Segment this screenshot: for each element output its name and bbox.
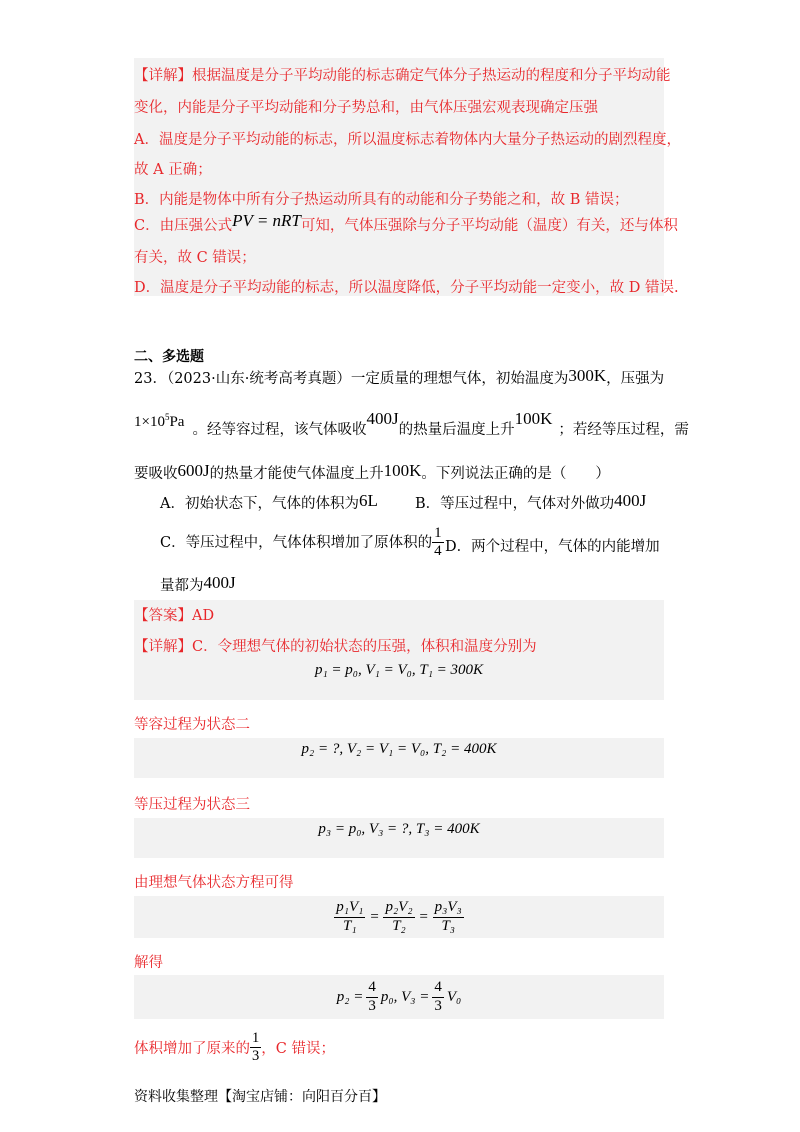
q23-option-c-text: C．等压过程中，气体体积增加了原体积的 [160,534,433,551]
conclusion-den: 3 [252,1047,260,1064]
eq5-num2: 4 [432,979,444,997]
explain1-c-post: 可知，气体压强除与分子平均动能（温度）有关，还与体积 [300,218,678,234]
q23-option-d-text: D．两个过程中，气体的内能增加 [445,539,660,555]
q23-option-d-value: 400J [203,573,236,592]
q23-stem3-pre: 要吸收 [134,466,178,482]
conclusion-pre: 体积增加了原来的 [134,1040,250,1057]
explain1-option-b: B．内能是物体中所有分子热运动所具有的动能和分子势能之和，故 B 错误； [134,192,629,208]
q23-option-b-value: 400J [614,491,647,510]
eq4-den2: T₂ [392,917,406,934]
q23-pressure-exponent: 5 [164,412,170,422]
eq5-right: V₀ [446,988,462,1005]
q23-stem2-post: ；若经等压过程，需 [558,422,689,438]
eq4-num2: p₂V₂ [383,899,414,917]
q23-stem3-mid: 的热量才能使气体温度上升 [209,466,384,482]
q23-heat-isobaric: 600J [177,461,210,480]
answer-text: 【答案】AD [134,608,215,624]
eq5-num1: 4 [366,979,378,997]
equation-state-eq: $\frac{\text{p₁V₁}}{\text{T₁}}$ = $\frac{\text{p₂V₂}}{\text{T₂}}$ = $\frac{\text{p₃V₃}}{\text{T₃}}$ [134,896,664,938]
q23-option-b[interactable] [415,492,646,513]
eq5-mid: p₀, V₃ = [380,988,430,1005]
q23-initial-temp: 300K [568,366,607,385]
q23-stem1-pre: 23．（2023·山东·统考高考真题）一定质量的理想气体，初始温度为 [134,371,569,387]
section-title: 二、多选题 [134,349,204,365]
q23-stem3-post: 。下列说法正确的是（ ） [421,466,610,482]
explain2-intro: 【详解】C．令理想气体的初始状态的压强，体积和温度分别为 [134,639,537,655]
explain1-option-a-line2: 故 A 正确； [134,162,212,178]
equation-state1: p₁ = p₀, V₁ = V₀, T₁ = 300K [314,662,484,678]
eq4-num3: p₃V₃ [433,899,464,917]
q23-option-d-line2 [160,574,236,595]
equation-state3: p₃ = p₀, V₃ = ?, T₃ = 400K [134,818,664,858]
explain1-line1: 【详解】根据温度是分子平均动能的标志确定气体分子热运动的程度和分子平均动能 [134,68,671,84]
eq5-den2: 3 [434,997,442,1014]
explain1-c-pre: C．由压强公式 [134,218,233,234]
q23-option-c-num: 1 [432,525,444,543]
pv-nrt-formula: PV = nRT [232,211,301,230]
q23-option-d[interactable] [445,535,660,556]
eq5-den1: 3 [368,997,376,1014]
state2-label: 等容过程为状态二 [134,717,250,733]
explain1-line2: 变化，内能是分子平均动能和分子势总和，由气体压强宏观表现确定压强 [134,100,598,116]
q23-temp-rise: 100K [514,409,553,428]
q23-pressure-unit: Pa [169,414,185,430]
eq4-num1: p₁V₁ [334,899,365,917]
conclusion-num: 1 [252,1030,260,1046]
q23-stem-line2 [134,409,689,439]
explain1-option-c-line1 [134,211,678,235]
equation-state2: p₂ = ?, V₂ = V₁ = V₀, T₂ = 400K [134,738,664,778]
q23-option-b-text: B．等压过程中，气体对外做功 [415,496,615,512]
conclusion [134,1030,335,1064]
eq4-den3: T₃ [441,917,455,934]
explain1-option-a-line1: A．温度是分子平均动能的标志，所以温度标志着物体内大量分子热运动的剧烈程度， [134,132,681,148]
q23-temp-rise-2: 100K [383,461,422,480]
q23-option-a[interactable] [160,492,378,513]
q23-option-a-value: 6L [358,491,378,510]
q23-option-c[interactable] [160,525,444,561]
q23-option-a-text: A．初始状态下，气体的体积为 [160,496,359,512]
conclusion-post: ，C 错误； [261,1040,335,1057]
eq5-left: p₂ = [336,988,364,1005]
explain1-option-c-line2: 有关，故 C 错误； [134,250,256,266]
q23-stem2-mid2: 的热量后温度上升 [398,422,515,438]
q23-option-c-den: 4 [434,543,442,560]
eq4-den1: T₁ [343,917,357,934]
solve-label: 解得 [134,955,163,971]
eos-label: 由理想气体状态方程可得 [134,875,294,891]
q23-stem2-mid: 。经等容过程，该气体吸收 [192,422,367,438]
q23-stem-line1 [134,367,664,388]
equation-solution [134,975,664,1019]
q23-pressure-value: 1×10 [134,414,165,430]
q23-heat-absorbed: 400J [366,409,399,428]
state3-label: 等压过程为状态三 [134,797,250,813]
q23-stem1-post: ，压强为 [606,371,665,387]
footer-text: 资料收集整理【淘宝店铺：向阳百分百】 [134,1089,386,1105]
q23-option-d-text2: 量都为 [160,578,204,594]
q23-stem-line3 [134,462,610,483]
explain1-option-d: D．温度是分子平均动能的标志，所以温度降低，分子平均动能一定变小，故 D 错误. [134,280,679,296]
